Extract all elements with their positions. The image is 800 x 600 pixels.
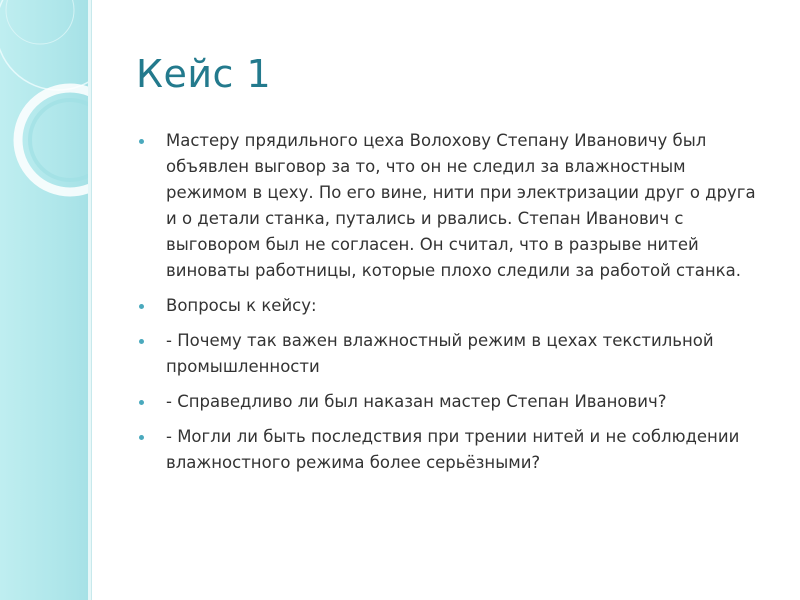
list-item [136, 328, 768, 380]
decorative-side-panel [0, 0, 88, 600]
bullet-text: - Могли ли быть последствия при трении нитей и не соблюдении влажностного режима более серьёзными? [166, 427, 740, 472]
bullet-icon [139, 435, 144, 440]
side-divider-line [91, 0, 92, 600]
bullet-list [136, 128, 768, 485]
slide-title: Кейс 1 [136, 52, 272, 96]
decorative-circle-small [6, 0, 74, 44]
list-item [136, 293, 768, 319]
bullet-icon [139, 304, 144, 309]
bullet-text: - Почему так важен влажностный режим в цехах текстильной промышленности [166, 331, 714, 376]
decorative-ring-inner [30, 100, 88, 180]
list-item [136, 424, 768, 476]
decorative-circle-large [0, 0, 88, 90]
bullet-text: Вопросы к кейсу: [166, 296, 317, 315]
list-item [136, 128, 768, 284]
bullet-icon [139, 400, 144, 405]
bullet-icon [139, 339, 144, 344]
decorative-circles [0, 0, 88, 600]
bullet-text: - Справедливо ли был наказан мастер Степан Иванович? [166, 392, 667, 411]
bullet-icon [139, 139, 144, 144]
bullet-text: Мастеру прядильного цеха Волохову Степану Ивановичу был объявлен выговор за то, что он не следил за влажностным режимом в цеху. По его вине, нити при электризации друг о друга и о детали станка, путались и рвались. Степан Иванович с выговором был не согласен. Он считал, что в разрыве нитей виноваты работницы, которые плохо следили за работой станка. [166, 131, 756, 280]
list-item [136, 389, 768, 415]
